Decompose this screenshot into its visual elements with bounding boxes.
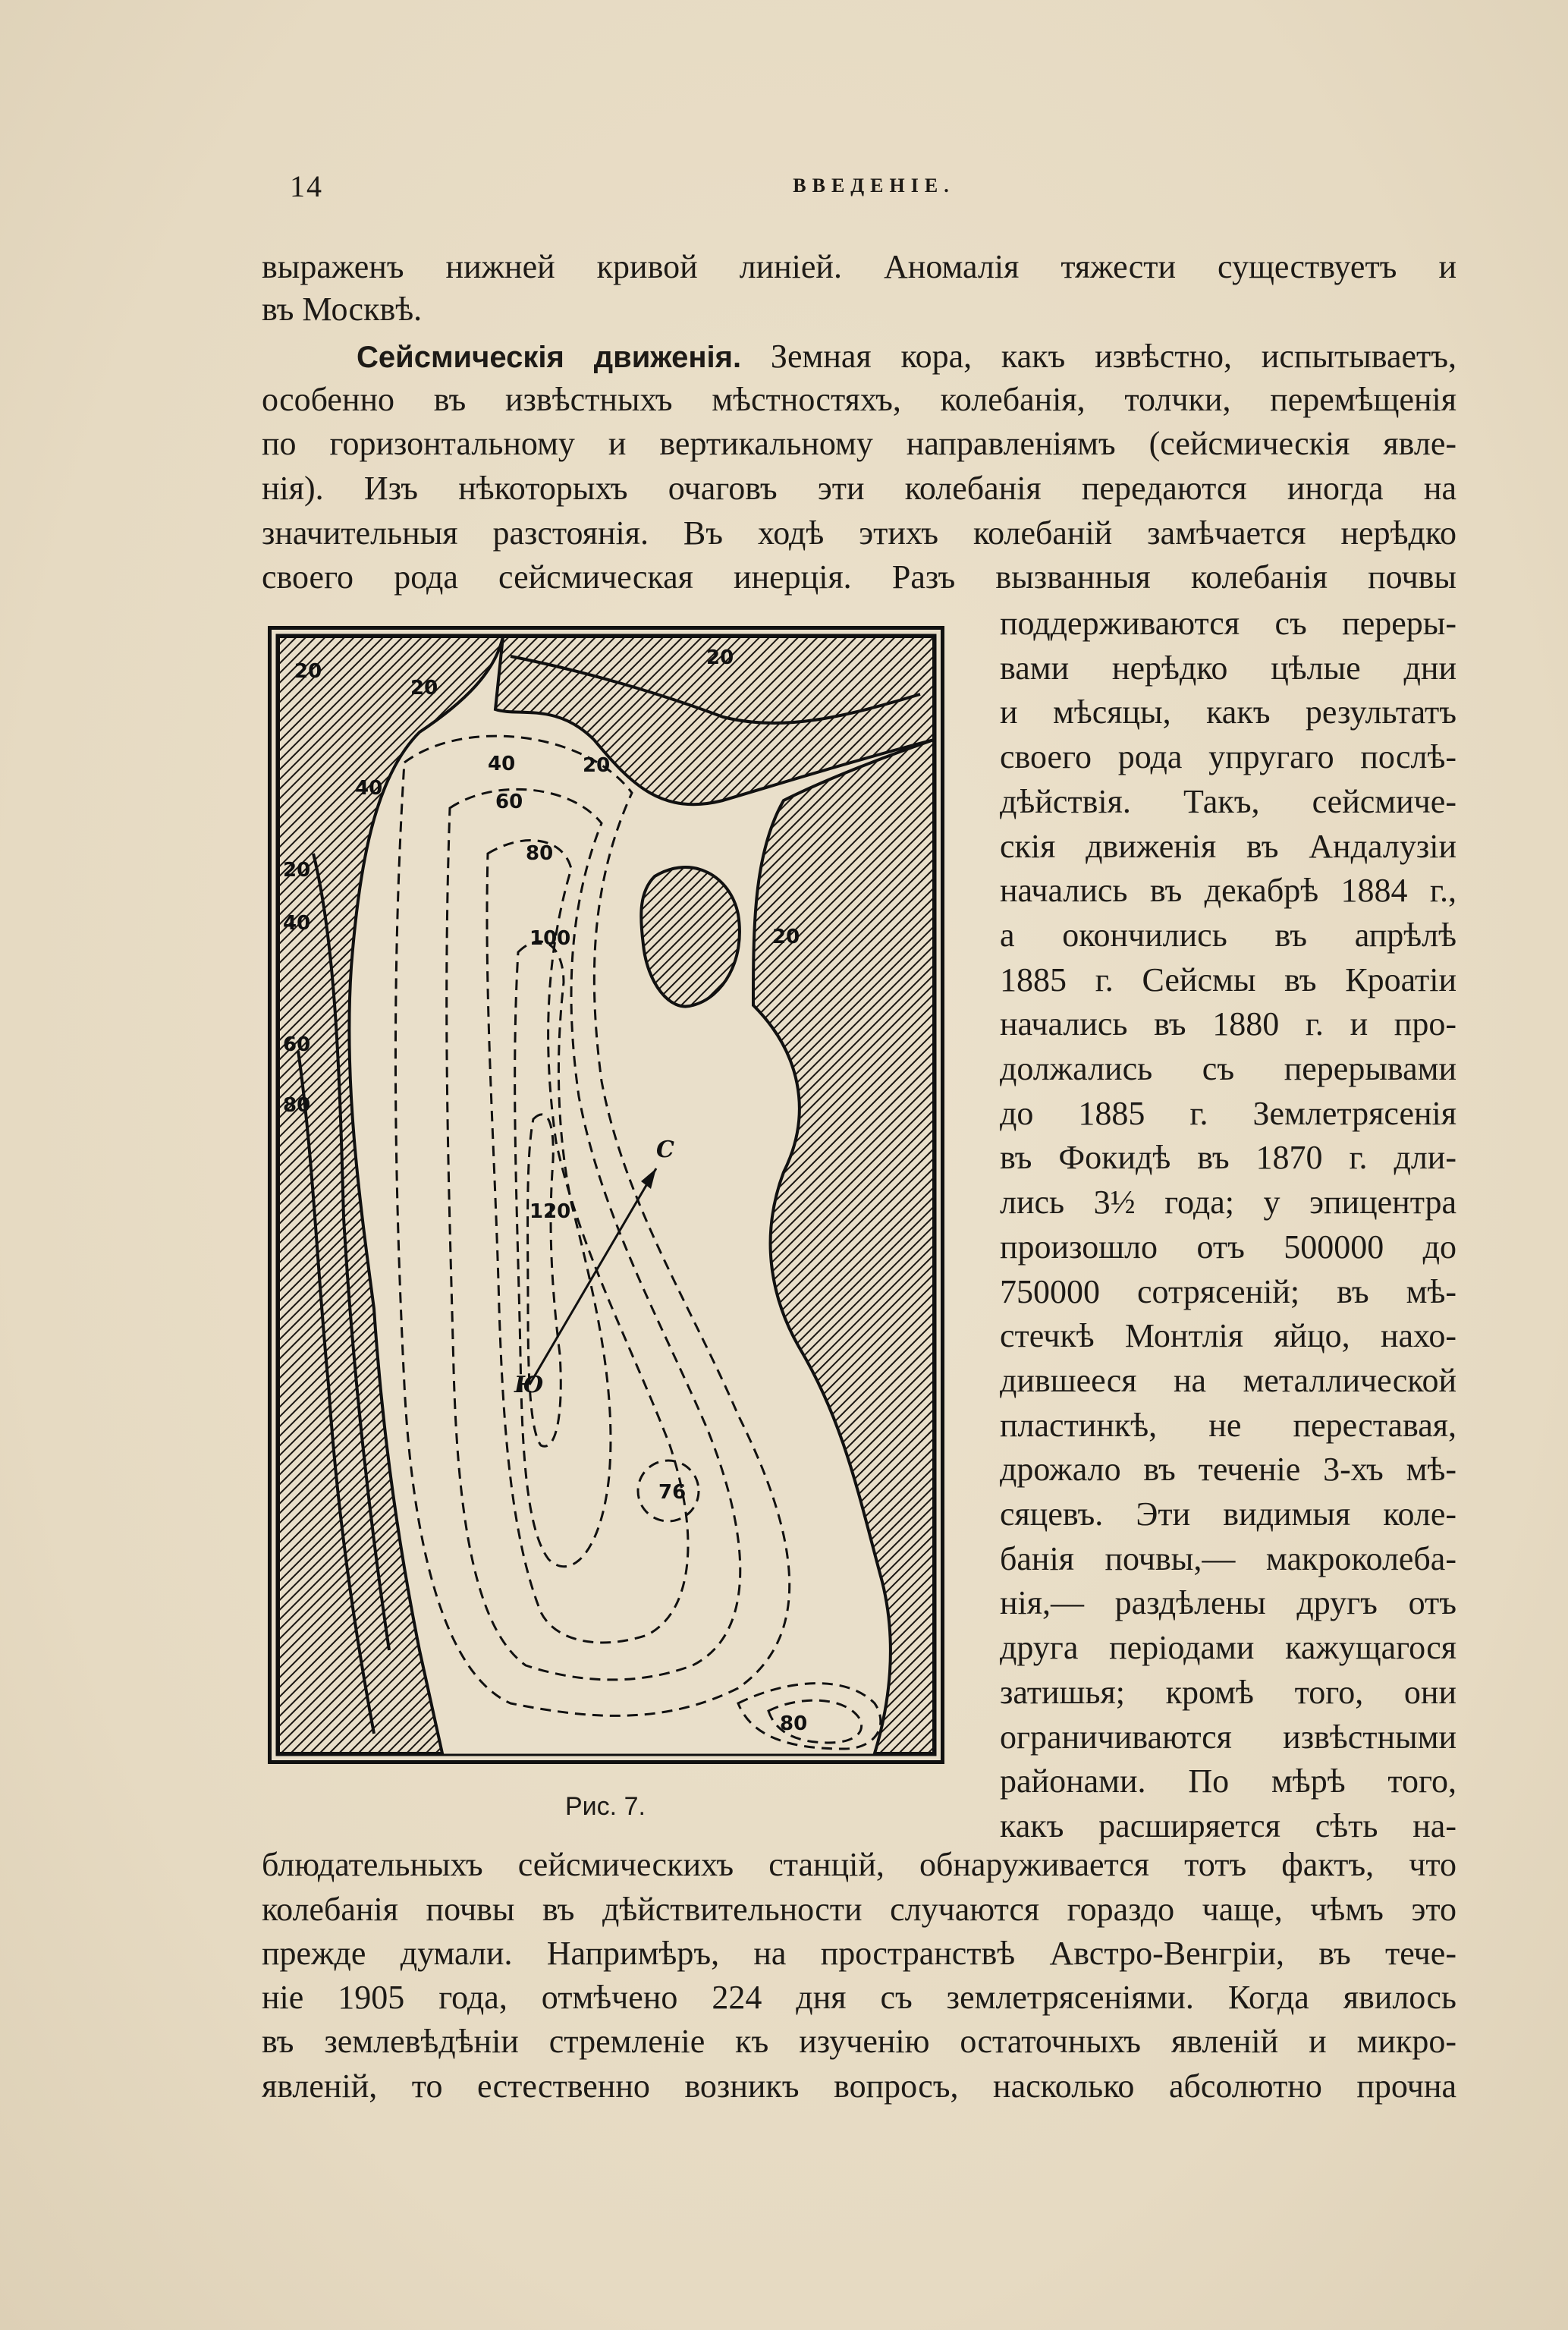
point-label-c: C <box>656 1137 674 1163</box>
seismic-isoseismal-map <box>268 626 944 1764</box>
contour-label: 100 <box>529 927 571 950</box>
column-text-line: произошло отъ 500000 до <box>1000 1228 1456 1266</box>
chapter-title: ВВЕДЕНІЕ. <box>793 175 955 197</box>
point-label-yu: Ю <box>514 1372 544 1398</box>
text-line: ніе 1905 года, отмѣчено 224 дня съ землетрясеніями. Когда явилось <box>262 1979 1456 2016</box>
column-text-line: скія движенія въ Андалузіи <box>1000 827 1456 865</box>
column-text-line: должались съ перерывами <box>1000 1050 1456 1087</box>
column-text-line: банія почвы,— макроколеба- <box>1000 1539 1456 1577</box>
column-text-line: поддерживаются съ переры- <box>1000 605 1456 642</box>
text-line: явленій, то естественно возникъ вопросъ, насколько абсолютно прочна <box>262 2067 1456 2105</box>
contour-label: 20 <box>283 859 311 882</box>
contour-label: 60 <box>495 791 523 813</box>
column-text-line: нія,— раздѣлены другъ отъ <box>1000 1584 1456 1622</box>
column-text-line: районами. По мѣрѣ того, <box>1000 1762 1456 1800</box>
column-text-line: сяцевъ. Эти видимыя коле- <box>1000 1495 1456 1533</box>
column-text-line: 1885 г. Сейсмы въ Кроатіи <box>1000 961 1456 998</box>
column-text-line: друга періодами кажущагося <box>1000 1629 1456 1667</box>
text-line: значительныя разстоянія. Въ ходѣ этихъ колебаній замѣчается нерѣдко <box>262 514 1456 552</box>
text-line: особенно въ извѣстныхъ мѣстностяхъ, колебанія, толчки, перемѣщенія <box>262 381 1456 418</box>
contour-label: 20 <box>706 646 734 669</box>
section-heading: Сейсмическія движенія. <box>357 341 742 374</box>
contour-label: 20 <box>410 677 438 700</box>
contour-label: 120 <box>529 1200 571 1223</box>
contour-label: 80 <box>283 1094 311 1117</box>
contour-label: 80 <box>780 1712 808 1735</box>
text-line: колебанія почвы въ дѣйствительности случаются гораздо чаще, чѣмъ это <box>262 1891 1456 1928</box>
column-text-line: какъ расширяется сѣть на- <box>1000 1806 1456 1844</box>
text-line: по горизонтальному и вертикальному направленіямъ (сейсмическія явле- <box>262 425 1456 462</box>
column-text-line: 750000 сотрясеній; въ мѣ- <box>1000 1272 1456 1310</box>
page-number: 14 <box>290 169 323 203</box>
contour-label: 20 <box>583 754 611 777</box>
column-text-line: вами нерѣдко цѣлые дни <box>1000 649 1456 687</box>
column-text-line: до 1885 г. Землетрясенія <box>1000 1094 1456 1132</box>
figure-caption: Рис. 7. <box>565 1792 646 1821</box>
column-text-line: лись 3½ года; у эпицентра <box>1000 1184 1456 1222</box>
contour-label: 76 <box>658 1481 687 1504</box>
column-text-line: а окончились въ апрѣлѣ <box>1000 916 1456 954</box>
running-head <box>290 168 1458 206</box>
contour-label: 40 <box>355 777 383 800</box>
column-text-line: пластинкѣ, не переставая, <box>1000 1406 1456 1444</box>
text-line: выраженъ нижней кривой линіей. Аномалія тяжести существуетъ и <box>262 248 1456 285</box>
column-text-line: дѣйствія. Такъ, сейсмиче- <box>1000 782 1456 820</box>
text-line: прежде думали. Напримѣръ, на пространствѣ Австро-Венгріи, въ тече- <box>262 1935 1456 1972</box>
contour-label: 40 <box>283 912 311 935</box>
column-text-line: въ Фокидѣ въ 1870 г. дли- <box>1000 1139 1456 1177</box>
column-text-line: и мѣсяцы, какъ результатъ <box>1000 693 1456 731</box>
column-text-line: дившееся на металлической <box>1000 1361 1456 1399</box>
column-text-line: начались въ 1880 г. и про- <box>1000 1005 1456 1043</box>
text-line: нія). Изъ нѣкоторыхъ очаговъ эти колебанія передаются иногда на <box>262 470 1456 507</box>
column-text-line: ограничиваются извѣстными <box>1000 1718 1456 1756</box>
text-line: въ землевѣдѣніи стремленіе къ изученію остаточныхъ явленій и микро- <box>262 2023 1456 2060</box>
text-line: своего рода сейсмическая инерція. Разъ вызванныя колебанія почвы <box>262 558 1456 596</box>
column-text-line: стечкѣ Монтлія яйцо, нахо- <box>1000 1317 1456 1355</box>
section-first-line <box>357 334 1456 380</box>
column-text-line: начались въ декабрѣ 1884 г., <box>1000 872 1456 910</box>
contour-label: 40 <box>488 753 516 775</box>
contour-label: 20 <box>772 926 800 948</box>
text-line: блюдательныхъ сейсмическихъ станцій, обнаруживается тотъ фактъ, что <box>262 1846 1456 1883</box>
column-text-line: затишья; кромѣ того, они <box>1000 1673 1456 1711</box>
contour-label: 20 <box>294 660 322 683</box>
contour-label: 60 <box>283 1033 311 1056</box>
text-line: въ Москвѣ. <box>262 291 423 328</box>
contour-label: 80 <box>526 842 554 865</box>
section-first-line-text: Земная кора, какъ извѣстно, испытываетъ, <box>770 338 1457 375</box>
column-text-line: своего рода упругаго послѣ- <box>1000 738 1456 776</box>
column-text-line: дрожало въ теченіе 3-хъ мѣ- <box>1000 1451 1456 1489</box>
